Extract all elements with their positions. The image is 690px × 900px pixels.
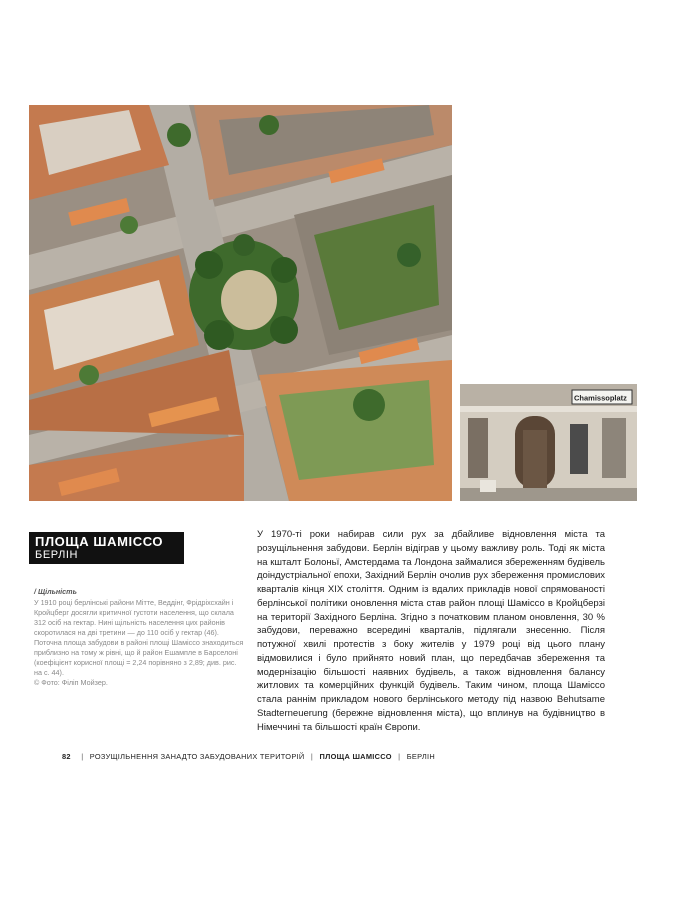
footer-separator: | <box>310 752 314 761</box>
footer-city: БЕРЛІН <box>406 752 436 761</box>
page-number: 82 <box>62 752 71 761</box>
street-sign-text: Chamissoplatz <box>574 393 627 403</box>
street-photo-graphic <box>460 384 637 501</box>
footer-section: РОЗУЩІЛЬНЕННЯ ЗАНАДТО ЗАБУДОВАНИХ ТЕРИТОРІЙ <box>89 752 305 761</box>
sidebar-heading: / Щільність <box>34 587 77 596</box>
footer-chapter: ПЛОЩА ШАМІССО <box>319 752 392 761</box>
footer-separator: | <box>81 752 84 761</box>
sidebar-note <box>34 587 244 688</box>
title-subtitle: БЕРЛІН <box>35 549 79 561</box>
page-footer <box>62 752 622 761</box>
street-photo <box>460 384 637 501</box>
title-box <box>29 532 184 564</box>
body-paragraph: У 1970-ті роки набирав сили рух за дбайливе відновлення міста та розущільнення забудови. Берлін відіграв у цьому важливу роль. Тоді як міста на кшталт Болоньї, Амстердама та Лондона займалися збереженням будівель доіндустріальної епохи, Західний Берлін очолив рух збереження промислових кварталів кінця XIX століття. Одним із вдалих прикладів нової спрямованості берлінської політики оновлення міста став район площі Шаміссо в Кройцберзі на території Західного Берліна. Згідно з початковим планом оновлення, 30 % забудови, переважно всередині кварталів, підлягали знесенню. Після потужної хвилі протестів з боку жителів у 1979 році від цього плану відмовилися і було прийнято новий план, що передбачав збереження та модернізацію більшості наявних будівель, а також відновлення балансу житлових та комерційних функцій будівель. Таким чином, площа Шаміссо стала раннім прикладом нового берлінського методу під назвою Behutsame Stadterneuerung (бережне відновлення міста), що вплинув на будівництво в Німеччині та більшості країн Європи. <box>257 529 605 733</box>
aerial-photo <box>29 105 452 501</box>
aerial-photo-graphic <box>29 105 452 501</box>
footer-separator: | <box>398 752 401 761</box>
sidebar-text: У 1910 році берлінські райони Мітте, Веддінг, Фрідріхсхайн і Кройцберг досягли критичної густоти населення, що склала 312 осіб на гектар. Нині щільність населення цих районів скоротилася на дві третини — до 110 осіб у гектар (46). Поточна площа забудови в районі площі Шаміссо знаходиться приблизно на тому ж рівні, що й район Ешампле в Барселоні (коефіцієнт корисної площі = 2,24 порівняно з 2,89; див. рис. на с. 44). <box>34 598 244 677</box>
title-main: ПЛОЩА ШАМІССО <box>35 534 164 549</box>
photo-credit: © Фото: Філіп Мойзер. <box>34 678 108 687</box>
